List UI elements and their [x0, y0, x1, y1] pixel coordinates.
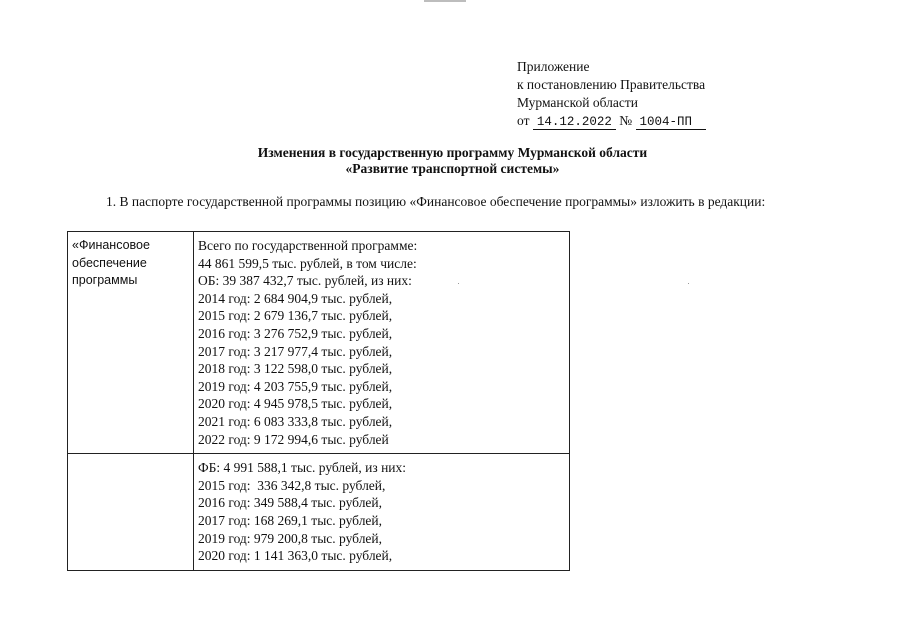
table-line: ОБ: 39 387 432,7 тыс. рублей, из них:	[198, 273, 412, 289]
table-cell-label	[68, 232, 194, 454]
table-line: 2022 год: 9 172 994,6 тыс. рублей	[198, 431, 389, 447]
table-line: ФБ: 4 991 588,1 тыс. рублей, из них:	[198, 460, 407, 476]
table-row	[68, 232, 570, 454]
appendix-number: 1004-ПП	[636, 115, 707, 130]
table-line: 2017 год: 168 269,1 тыс. рублей,	[198, 512, 383, 528]
label-line: обеспечение	[72, 255, 147, 270]
table-line: 2021 год: 6 083 333,8 тыс. рублей,	[198, 413, 393, 429]
table-line: 2016 год: 3 276 752,9 тыс. рублей,	[198, 325, 393, 341]
scan-artifact-line	[424, 0, 466, 2]
table-line: 44 861 599,5 тыс. рублей, в том числе:	[198, 255, 417, 271]
table-line: Всего по государственной программе:	[198, 238, 418, 253]
document-title-line-1: Изменения в государственную программу Мурманской области	[257, 145, 648, 160]
table-line: 2017 год: 3 217 977,4 тыс. рублей,	[198, 343, 393, 359]
table-cell-federal	[194, 454, 570, 571]
label-line: «Финансовое	[72, 238, 150, 252]
table-line: 2020 год: 1 141 363,0 тыс. рублей,	[198, 548, 393, 564]
appendix-line-2: к постановлению Правительства	[517, 77, 706, 92]
table-row	[68, 454, 570, 571]
document-title	[0, 145, 905, 177]
table-cell-totals	[194, 232, 570, 454]
table-line: 2020 год: 4 945 978,5 тыс. рублей,	[198, 396, 393, 412]
appendix-date: 14.12.2022	[533, 115, 616, 130]
appendix-from-label: от	[517, 113, 530, 128]
table-line: 2015 год: 2 679 136,7 тыс. рублей,	[198, 308, 393, 324]
table-line: 2014 год: 2 684 904,9 тыс. рублей,	[198, 290, 393, 306]
table-line: 2019 год: 4 203 755,9 тыс. рублей,	[198, 378, 393, 394]
table-line: 2015 год: 336 342,8 тыс. рублей,	[198, 477, 386, 493]
intro-paragraph: 1. В паспорте государственной программы позицию «Финансовое обеспечение программы» изложить в редакции:	[106, 194, 766, 209]
table-line: 2018 год: 3 122 598,0 тыс. рублей,	[198, 361, 393, 377]
appendix-date-line	[517, 112, 706, 131]
document-title-line-2: «Развитие транспортной системы»	[345, 161, 560, 176]
financing-table	[67, 231, 570, 571]
table-cell-empty	[68, 454, 194, 571]
label-line: программы	[72, 273, 138, 288]
table-line: 2019 год: 979 200,8 тыс. рублей,	[198, 530, 383, 546]
scan-speck	[688, 283, 689, 284]
appendix-line-3: Мурманской области	[517, 95, 638, 110]
appendix-line-1: Приложение	[517, 59, 590, 74]
table-line: 2016 год: 349 588,4 тыс. рублей,	[198, 495, 383, 511]
appendix-block	[517, 58, 706, 131]
appendix-number-label: №	[619, 113, 633, 128]
